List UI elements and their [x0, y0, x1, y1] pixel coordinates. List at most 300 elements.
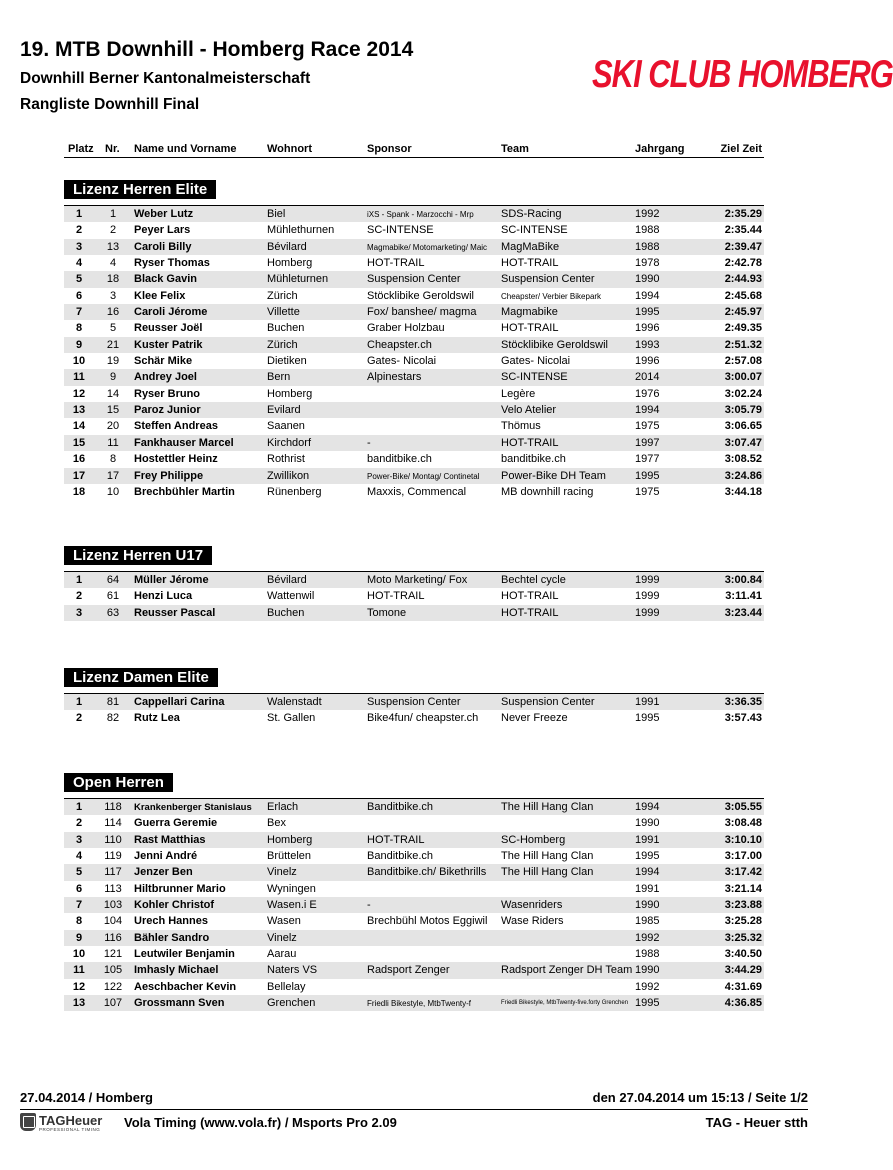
cell-wohnort: Rünenberg: [267, 485, 322, 498]
cell-sponsor: -: [367, 899, 371, 912]
cell-zielzeit: 3:17.42: [724, 866, 762, 879]
tagheuer-logo: [20, 1113, 120, 1135]
table-row: [64, 386, 764, 402]
tagheuer-brand: TAGHeuer: [39, 1113, 103, 1128]
cell-sponsor: Fox/ banshee/ magma: [367, 306, 477, 319]
table-row: [64, 930, 764, 946]
table-row: [64, 435, 764, 451]
cell-platz: 7: [75, 899, 83, 912]
cell-nr: 116: [104, 931, 122, 944]
table-row: [64, 832, 764, 848]
cell-team: Bechtel cycle: [501, 574, 566, 586]
cell-zielzeit: 2:35.29: [724, 208, 762, 220]
cell-name: Jenzer Ben: [134, 866, 193, 879]
table-row: [64, 255, 764, 271]
cell-jahrgang: 1994: [635, 866, 660, 879]
cell-team: Velo Atelier: [501, 404, 557, 417]
cell-zielzeit: 3:24.86: [724, 469, 762, 482]
cell-wohnort: Wyningen: [267, 882, 316, 895]
table-row: [64, 799, 764, 815]
cell-platz: 10: [72, 355, 86, 368]
cell-name: Kuster Patrik: [134, 338, 203, 351]
cell-platz: 11: [73, 964, 85, 977]
cell-jahrgang: 1996: [635, 322, 660, 335]
cell-jahrgang: 1991: [635, 833, 660, 846]
cell-nr: 110: [104, 833, 122, 846]
cell-platz: 12: [72, 387, 86, 400]
cell-jahrgang: 1992: [635, 931, 660, 944]
cell-jahrgang: 1990: [635, 964, 660, 977]
cell-platz: 6: [75, 882, 83, 895]
cell-nr: 119: [104, 850, 122, 863]
cell-team: Gates- Nicolai: [501, 355, 571, 368]
cell-nr: 2: [109, 224, 117, 237]
cell-sponsor: Radsport Zenger: [367, 964, 450, 977]
cell-zielzeit: 3:17.00: [724, 850, 762, 863]
column-header-row: [64, 141, 764, 158]
cell-team: Thömus: [501, 420, 541, 433]
cell-zielzeit: 3:21.14: [724, 882, 762, 895]
cell-zielzeit: 3:05.79: [724, 404, 762, 417]
cell-wohnort: Grenchen: [267, 997, 316, 1010]
cell-team: HOT-TRAIL: [501, 322, 559, 335]
col-nr: Nr.: [105, 143, 120, 155]
col-platz: Platz: [68, 143, 94, 155]
cell-platz: 4: [75, 850, 83, 863]
cell-jahrgang: 1995: [635, 306, 660, 319]
cell-name: Aeschbacher Kevin: [134, 980, 237, 993]
cell-name: Andrey Joel: [134, 371, 197, 384]
cell-sponsor: Tomone: [367, 606, 407, 619]
cell-jahrgang: 1995: [635, 469, 660, 482]
cell-team: Legère: [501, 387, 536, 400]
footer-date-place: 27.04.2014 / Homberg: [20, 1090, 153, 1105]
cell-zielzeit: 3:08.48: [724, 817, 762, 830]
cell-team: SC-INTENSE: [501, 224, 568, 237]
cell-jahrgang: 1978: [635, 257, 660, 270]
cell-name: Weber Lutz: [134, 208, 194, 220]
cell-nr: 4: [109, 257, 117, 270]
cell-nr: 82: [106, 712, 120, 725]
footer-page-info: den 27.04.2014 um 15:13 / Seite 1/2: [592, 1090, 808, 1105]
cell-jahrgang: 1988: [635, 948, 660, 961]
cell-platz: 6: [75, 289, 83, 302]
table-row: [64, 897, 764, 913]
cell-wohnort: Vinelz: [267, 931, 297, 944]
cell-team: MagMaBike: [501, 240, 560, 253]
cell-platz: 1: [75, 574, 83, 586]
col-zielzeit: Ziel Zeit: [720, 143, 762, 155]
table-row: [64, 864, 764, 880]
table-row: [64, 694, 764, 710]
cell-nr: 10: [106, 485, 120, 498]
cell-wohnort: Zwillikon: [267, 469, 310, 482]
cell-platz: 3: [75, 833, 83, 846]
cell-platz: 5: [75, 273, 83, 286]
cell-zielzeit: 3:23.44: [724, 606, 762, 619]
table-row: [64, 418, 764, 434]
cell-nr: 117: [104, 866, 122, 879]
cell-zielzeit: 4:31.69: [724, 980, 762, 993]
cell-jahrgang: 1994: [635, 404, 660, 417]
cell-jahrgang: 1993: [635, 338, 660, 351]
results-table: [64, 798, 764, 1011]
table-row: [64, 815, 764, 831]
cell-name: Fankhauser Marcel: [134, 436, 234, 449]
cell-wohnort: Homberg: [267, 833, 313, 846]
section-title: Lizenz Herren U17: [64, 546, 212, 565]
cell-wohnort: Mühlethurnen: [267, 224, 335, 237]
cell-nr: 1: [109, 208, 117, 220]
cell-sponsor: Banditbike.ch: [367, 801, 434, 813]
cell-team: Wasenriders: [501, 899, 563, 912]
cell-zielzeit: 2:44.93: [724, 273, 762, 286]
cell-wohnort: Villette: [267, 306, 300, 319]
footer-divider: [20, 1109, 808, 1110]
tagheuer-brand-sub: PROFESSIONAL TIMING: [39, 1127, 101, 1132]
cell-jahrgang: 1992: [635, 980, 660, 993]
cell-sponsor: Suspension Center: [367, 273, 461, 286]
cell-jahrgang: 1994: [635, 801, 660, 813]
cell-jahrgang: 1991: [635, 696, 660, 708]
cell-team: HOT-TRAIL: [501, 606, 559, 619]
cell-team: The Hill Hang Clan: [501, 801, 594, 813]
cell-nr: 9: [109, 371, 117, 384]
cell-platz: 15: [72, 436, 86, 449]
cell-zielzeit: 3:25.32: [724, 931, 762, 944]
cell-platz: 16: [72, 453, 86, 466]
cell-jahrgang: 1976: [635, 387, 660, 400]
cell-platz: 1: [75, 696, 83, 708]
cell-sponsor: Cheapster.ch: [367, 338, 432, 351]
cell-nr: 64: [106, 574, 120, 586]
cell-platz: 11: [73, 371, 85, 384]
cell-zielzeit: 3:11.41: [725, 590, 762, 603]
cell-wohnort: Brüttelen: [267, 850, 312, 863]
cell-team: HOT-TRAIL: [501, 257, 559, 270]
cell-sponsor: Banditbike.ch/ Bikethrills: [367, 866, 487, 879]
section-title: Lizenz Damen Elite: [64, 668, 218, 687]
cell-zielzeit: 3:10.10: [724, 833, 762, 846]
cell-zielzeit: 2:45.97: [724, 306, 762, 319]
cell-nr: 16: [106, 306, 120, 319]
cell-zielzeit: 2:35.44: [724, 224, 762, 237]
cell-name: Klee Felix: [134, 289, 186, 302]
cell-jahrgang: 1995: [635, 712, 660, 725]
cell-team: HOT-TRAIL: [501, 436, 559, 449]
footer-timing: TAG - Heuer stth: [705, 1115, 808, 1130]
cell-sponsor: Stöcklibike Geroldswil: [367, 289, 474, 302]
cell-wohnort: Bern: [267, 371, 291, 384]
cell-platz: 3: [75, 606, 83, 619]
cell-nr: 118: [104, 801, 122, 813]
cell-name: Cappellari Carina: [134, 696, 225, 708]
cell-platz: 4: [75, 257, 83, 270]
cell-nr: 81: [106, 696, 120, 708]
cell-name: Brechbühler Martin: [134, 485, 235, 498]
cell-jahrgang: 1999: [635, 590, 660, 603]
cell-wohnort: St. Gallen: [267, 712, 316, 725]
cell-wohnort: Wasen: [267, 915, 301, 928]
cell-nr: 20: [106, 420, 120, 433]
cell-zielzeit: 2:57.08: [724, 355, 762, 368]
cell-nr: 5: [109, 322, 117, 335]
col-team: Team: [501, 143, 529, 155]
cell-team: Magmabike: [501, 306, 558, 319]
table-row: [64, 468, 764, 484]
cell-zielzeit: 3:06.65: [724, 420, 762, 433]
cell-nr: 122: [103, 980, 123, 993]
table-row: [64, 946, 764, 962]
cell-name: Jenni André: [134, 850, 198, 863]
cell-wohnort: Bévilard: [267, 240, 307, 253]
cell-nr: 63: [106, 606, 120, 619]
table-row: [64, 605, 764, 621]
cell-wohnort: Rothrist: [267, 453, 305, 466]
table-row: [64, 913, 764, 929]
cell-zielzeit: 3:57.43: [724, 712, 762, 725]
cell-sponsor: SC-INTENSE: [367, 224, 434, 237]
cell-sponsor: HOT-TRAIL: [367, 590, 425, 603]
cell-sponsor: Brechbühl Motos Eggiwil: [367, 915, 488, 928]
tagheuer-shield-icon: [20, 1113, 36, 1131]
cell-jahrgang: 1999: [635, 606, 660, 619]
cell-platz: 2: [75, 817, 83, 830]
cell-zielzeit: 3:02.24: [724, 387, 762, 400]
cell-name: Ryser Bruno: [134, 387, 201, 400]
cell-platz: 13: [72, 997, 86, 1010]
cell-jahrgang: 1999: [635, 574, 660, 586]
cell-zielzeit: 3:44.18: [724, 485, 762, 498]
cell-sponsor: Friedli Bikestyle, MtbTwenty-f: [367, 999, 472, 1009]
cell-zielzeit: 4:36.85: [724, 997, 762, 1010]
cell-sponsor: Graber Holzbau: [367, 322, 445, 335]
cell-wohnort: Buchen: [267, 322, 305, 335]
cell-wohnort: Saanen: [267, 420, 305, 433]
cell-zielzeit: 3:00.84: [724, 574, 762, 586]
cell-nr: 11: [107, 436, 119, 449]
cell-jahrgang: 1995: [635, 997, 660, 1010]
cell-wohnort: Dietiken: [267, 355, 307, 368]
cell-name: Krankenberger Stanislaus: [134, 802, 252, 813]
cell-zielzeit: 2:42.78: [724, 257, 762, 270]
cell-sponsor: Maxxis, Commencal: [367, 485, 467, 498]
cell-platz: 14: [72, 420, 86, 433]
cell-nr: 114: [104, 817, 122, 830]
table-row: [64, 353, 764, 369]
cell-sponsor: Banditbike.ch: [367, 850, 434, 863]
cell-name: Black Gavin: [134, 273, 197, 286]
cell-nr: 14: [106, 387, 120, 400]
cell-jahrgang: 1975: [635, 420, 660, 433]
cell-sponsor: -: [367, 436, 371, 449]
cell-wohnort: Vinelz: [267, 866, 297, 879]
cell-name: Kohler Christof: [134, 899, 215, 912]
cell-zielzeit: 3:08.52: [724, 453, 762, 466]
cell-team: The Hill Hang Clan: [501, 850, 594, 863]
cell-platz: 7: [75, 306, 83, 319]
cell-wohnort: Erlach: [267, 801, 299, 813]
cell-team: MB downhill racing: [501, 485, 594, 498]
cell-wohnort: Homberg: [267, 387, 313, 400]
cell-nr: 15: [106, 404, 120, 417]
section-title: Open Herren: [64, 773, 173, 792]
cell-name: Caroli Billy: [134, 240, 192, 253]
cell-team: Suspension Center: [501, 696, 595, 708]
cell-jahrgang: 1988: [635, 224, 660, 237]
section-title: Lizenz Herren Elite: [64, 180, 216, 199]
page-subtitle-ranking: Rangliste Downhill Final: [20, 96, 200, 113]
page-title: 19. MTB Downhill - Homberg Race 2014: [20, 38, 414, 61]
table-row: [64, 962, 764, 978]
cell-team: Friedli Bikestyle, MtbTwenty-five.forty Grenchen: [501, 1000, 629, 1007]
cell-jahrgang: 1990: [635, 899, 660, 912]
cell-wohnort: Kirchdorf: [267, 436, 312, 449]
cell-sponsor: Moto Marketing/ Fox: [367, 574, 468, 586]
cell-wohnort: Bévilard: [267, 574, 307, 586]
cell-zielzeit: 3:07.47: [724, 436, 762, 449]
cell-nr: 105: [103, 964, 123, 977]
cell-jahrgang: 1990: [635, 817, 660, 830]
cell-zielzeit: 3:40.50: [724, 948, 762, 961]
cell-zielzeit: 3:00.07: [724, 371, 762, 384]
table-row: [64, 979, 764, 995]
col-wohnort: Wohnort: [267, 143, 313, 155]
cell-name: Imhasly Michael: [134, 964, 219, 977]
cell-name: Rast Matthias: [134, 833, 206, 846]
cell-wohnort: Homberg: [267, 257, 313, 270]
cell-team: banditbike.ch: [501, 453, 566, 466]
cell-zielzeit: 2:51.32: [724, 338, 762, 351]
table-row: [64, 369, 764, 385]
club-logo: SKI CLUB HOMBERG: [592, 52, 893, 96]
table-row: [64, 271, 764, 287]
cell-name: Schär Mike: [134, 355, 193, 368]
cell-jahrgang: 1988: [635, 240, 660, 253]
results-table: [64, 693, 764, 727]
table-row: [64, 288, 764, 304]
cell-sponsor: Magmabike/ Motomarketing/ Maic: [367, 242, 488, 252]
cell-sponsor: Suspension Center: [367, 696, 461, 708]
cell-zielzeit: 2:39.47: [724, 240, 762, 253]
table-row: [64, 222, 764, 238]
cell-zielzeit: 2:49.35: [724, 322, 762, 335]
cell-nr: 107: [103, 997, 123, 1010]
cell-zielzeit: 3:25.28: [724, 915, 762, 928]
cell-platz: 8: [75, 322, 83, 335]
cell-platz: 12: [72, 980, 86, 993]
table-row: [64, 337, 764, 353]
cell-jahrgang: 1977: [635, 453, 660, 466]
cell-platz: 10: [72, 948, 86, 961]
cell-wohnort: Aarau: [267, 948, 297, 961]
cell-jahrgang: 1997: [635, 436, 660, 449]
cell-platz: 17: [72, 469, 86, 482]
cell-nr: 13: [106, 240, 120, 253]
cell-sponsor: HOT-TRAIL: [367, 833, 425, 846]
cell-sponsor: Alpinestars: [367, 371, 422, 384]
cell-nr: 104: [103, 915, 123, 928]
cell-jahrgang: 1975: [635, 485, 660, 498]
cell-jahrgang: 1992: [635, 208, 660, 220]
cell-jahrgang: 1985: [635, 915, 660, 928]
cell-name: Müller Jérome: [134, 574, 209, 586]
results-table: [64, 205, 764, 500]
cell-nr: 21: [106, 338, 120, 351]
cell-wohnort: Wasen.i E: [267, 899, 317, 912]
cell-name: Reusser Pascal: [134, 606, 216, 619]
cell-jahrgang: 1994: [635, 289, 660, 302]
cell-jahrgang: 2014: [635, 371, 660, 384]
table-row: [64, 239, 764, 255]
table-row: [64, 402, 764, 418]
cell-team: Suspension Center: [501, 273, 595, 286]
cell-nr: 17: [106, 469, 120, 482]
cell-zielzeit: 3:05.55: [724, 801, 762, 813]
col-jahrgang: Jahrgang: [635, 143, 685, 155]
cell-team: SC-INTENSE: [501, 371, 568, 384]
table-row: [64, 484, 764, 500]
cell-platz: 9: [75, 338, 83, 351]
cell-platz: 2: [75, 224, 83, 237]
cell-name: Hostettler Heinz: [134, 453, 218, 466]
table-row: [64, 710, 764, 726]
cell-name: Urech Hannes: [134, 915, 208, 928]
cell-wohnort: Biel: [267, 208, 286, 220]
cell-sponsor: Bike4fun/ cheapster.ch: [367, 712, 479, 725]
cell-nr: 8: [109, 453, 117, 466]
cell-nr: 3: [109, 289, 117, 302]
cell-name: Henzi Luca: [134, 590, 193, 603]
cell-sponsor: Gates- Nicolai: [367, 355, 437, 368]
cell-name: Bähler Sandro: [134, 931, 210, 944]
table-row: [64, 451, 764, 467]
cell-wohnort: Walenstadt: [267, 696, 322, 708]
cell-zielzeit: 3:44.29: [724, 964, 762, 977]
cell-nr: 113: [104, 882, 122, 895]
cell-team: SDS-Racing: [501, 208, 562, 220]
cell-platz: 9: [75, 931, 83, 944]
table-row: [64, 320, 764, 336]
cell-sponsor: iXS - Spank - Marzocchi - Mrp: [367, 210, 474, 219]
cell-wohnort: Zürich: [267, 338, 298, 351]
cell-wohnort: Bellelay: [267, 980, 306, 993]
cell-wohnort: Mühleturnen: [267, 273, 329, 286]
footer-software: Vola Timing (www.vola.fr) / Msports Pro 2.09: [124, 1115, 397, 1130]
cell-nr: 103: [103, 899, 123, 912]
table-row: [64, 848, 764, 864]
cell-sponsor: banditbike.ch: [367, 453, 432, 466]
page-subtitle: Downhill Berner Kantonalmeisterschaft: [20, 70, 311, 87]
cell-jahrgang: 1995: [635, 850, 660, 863]
cell-zielzeit: 2:45.68: [724, 289, 762, 302]
cell-platz: 5: [75, 866, 83, 879]
cell-wohnort: Zürich: [267, 289, 298, 302]
cell-name: Leutwiler Benjamin: [134, 948, 235, 961]
cell-nr: 61: [106, 590, 120, 603]
cell-name: Steffen Andreas: [134, 420, 218, 433]
cell-platz: 18: [72, 485, 86, 498]
table-row: [64, 304, 764, 320]
cell-platz: 1: [75, 801, 83, 813]
cell-zielzeit: 3:23.88: [724, 899, 762, 912]
cell-team: Radsport Zenger DH Team: [501, 964, 633, 977]
cell-name: Ryser Thomas: [134, 257, 210, 270]
cell-team: Cheapster/ Verbier Bikepark: [501, 291, 602, 301]
cell-name: Reusser Joël: [134, 322, 203, 335]
cell-team: Stöcklibike Geroldswil: [501, 338, 608, 351]
cell-platz: 2: [75, 590, 83, 603]
